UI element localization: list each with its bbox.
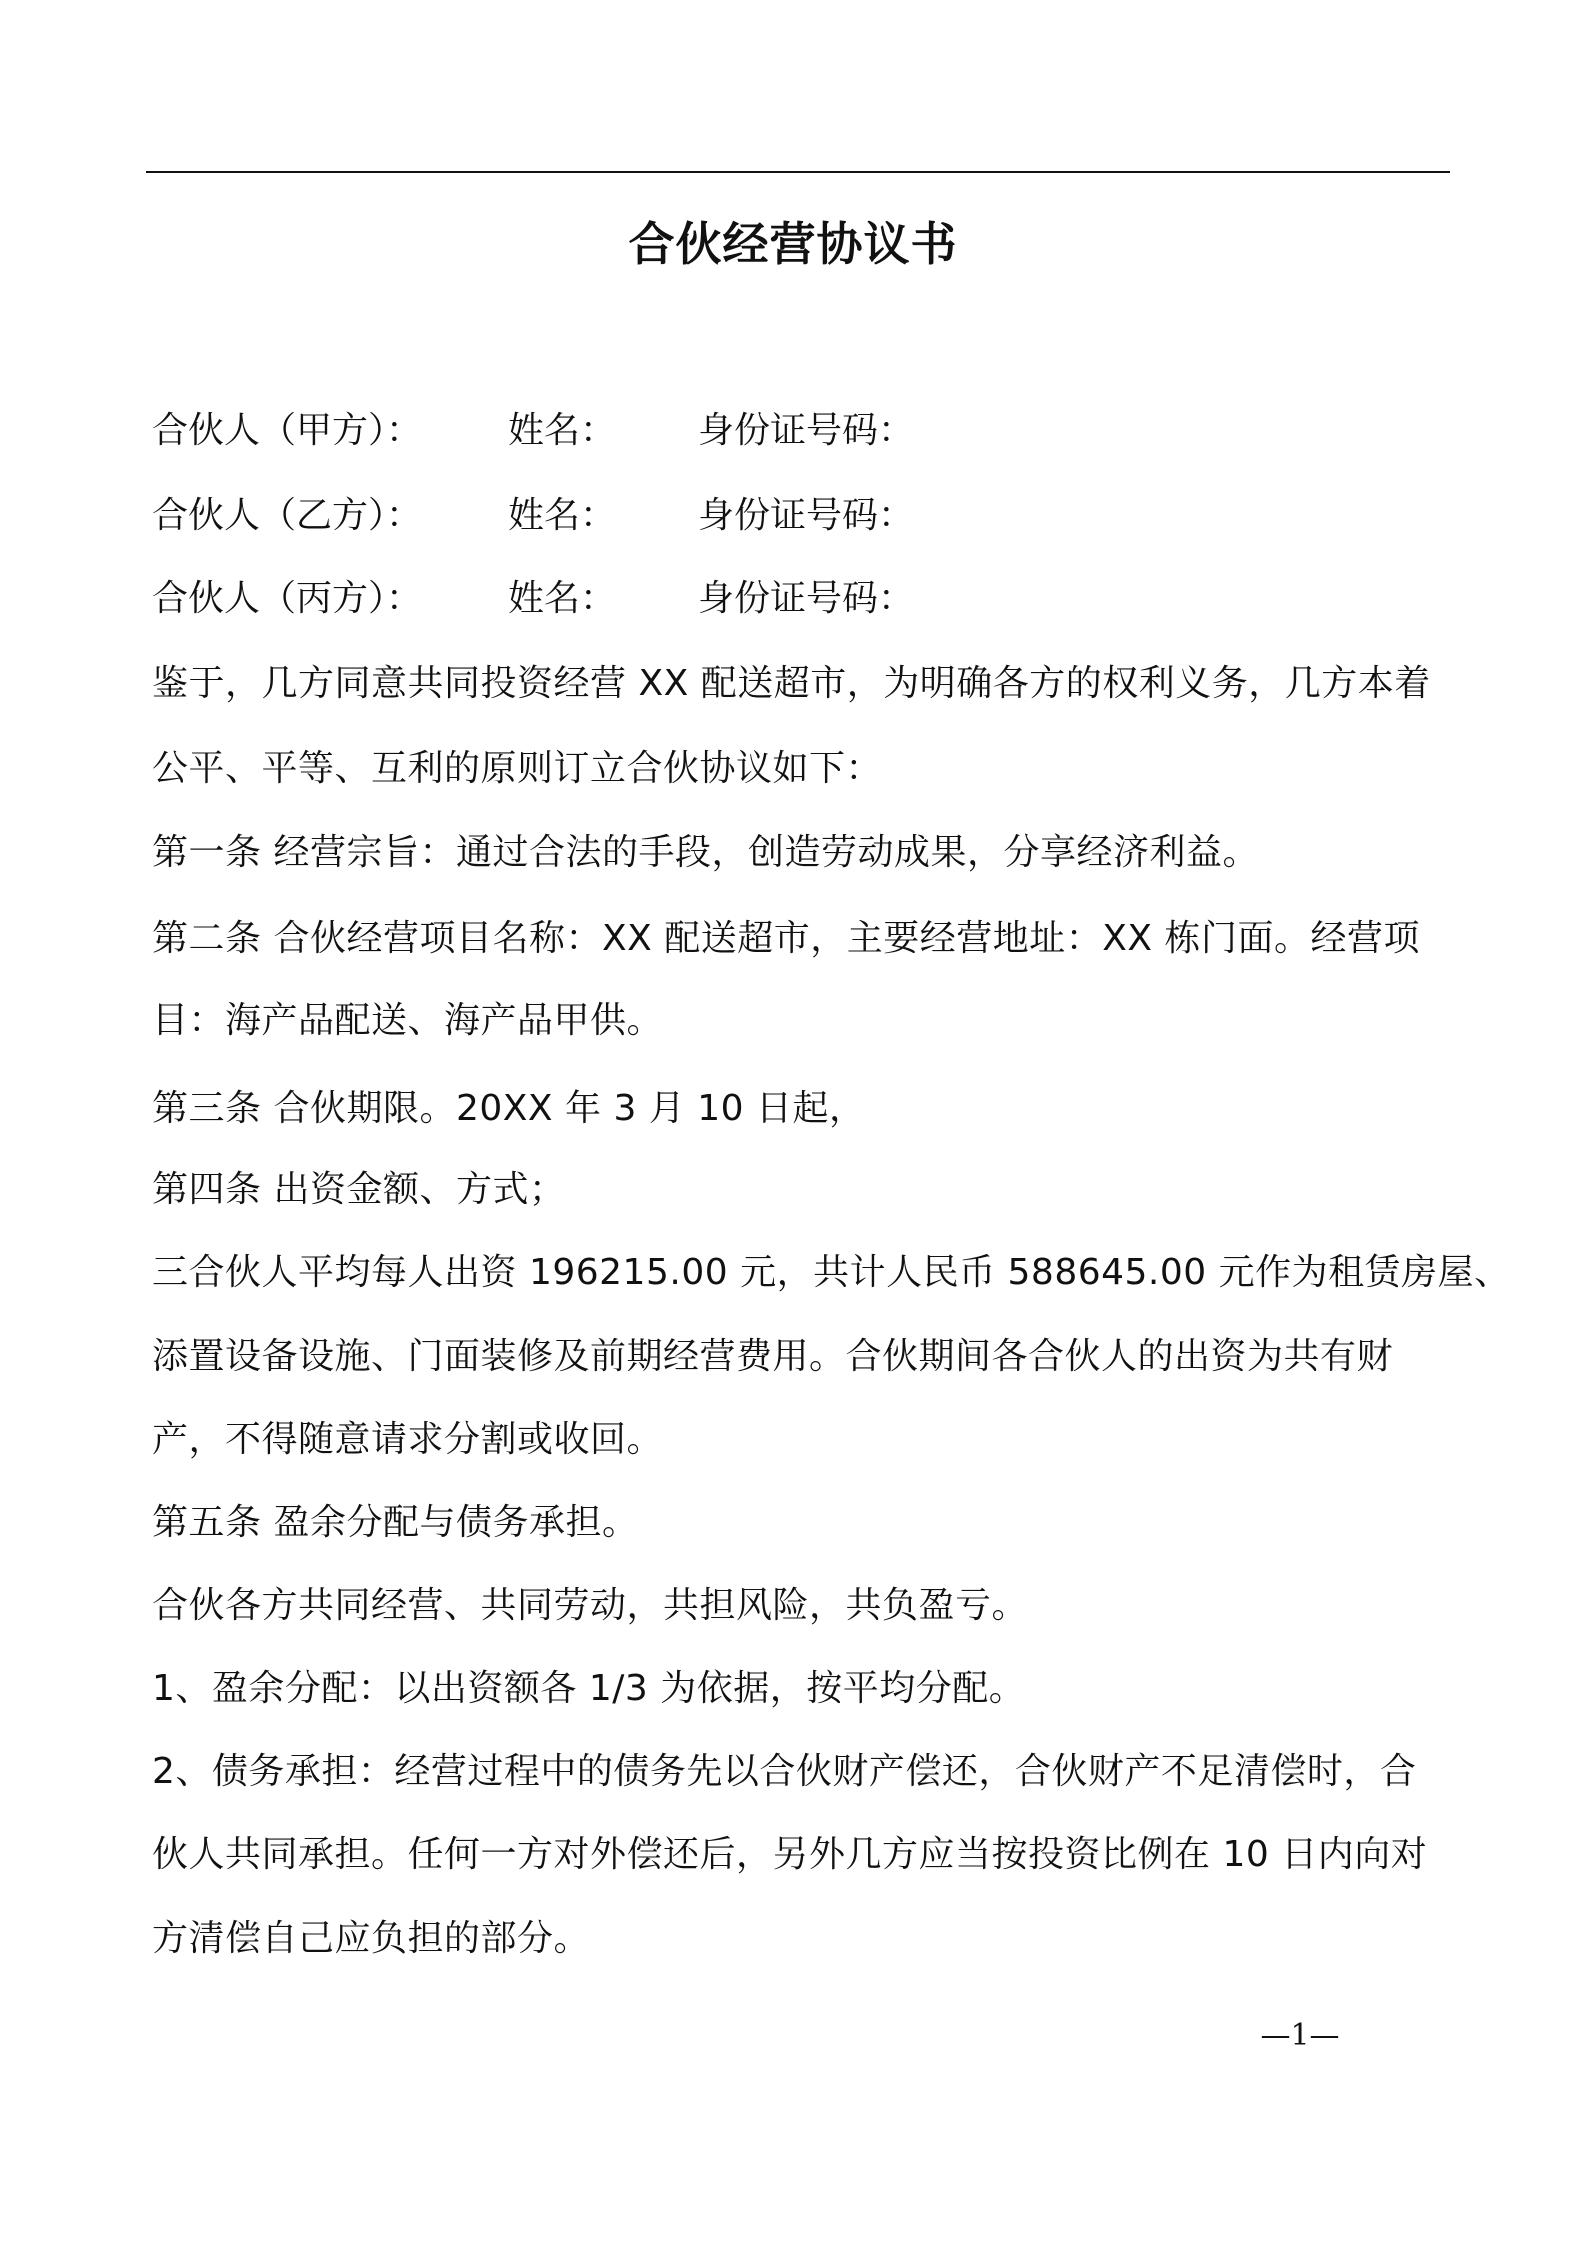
article-line: 第五条 盈余分配与债务承担。 [152, 1502, 639, 1543]
party-name-label: 姓名： [508, 495, 617, 536]
body-line: 公平、平等、互利的原则订立合伙协议如下： [152, 748, 883, 789]
body-line: 目：海产品配送、海产品甲供。 [152, 1000, 664, 1041]
body-line: 鉴于，几方同意共同投资经营 XX 配送超市，为明确各方的权利义务，几方本着 [152, 663, 1431, 704]
party-row-jia [152, 403, 1452, 459]
party-row-yi [152, 488, 1452, 544]
body-line: 产，不得随意请求分割或收回。 [152, 1419, 664, 1460]
body-line: 添置设备设施、门面装修及前期经营费用。合伙期间各合伙人的出资为共有财 [152, 1336, 1394, 1377]
party-id-label: 身份证号码： [698, 495, 915, 536]
party-id-label: 身份证号码： [698, 410, 915, 451]
party-role: 合伙人（乙方）： [152, 495, 423, 536]
body-line: 伙人共同承担。任何一方对外偿还后，另外几方应当按投资比例在 10 日内向对 [152, 1834, 1428, 1875]
body-line: 1、盈余分配：以出资额各 1/3 为依据，按平均分配。 [152, 1668, 1026, 1709]
article-line: 第三条 合伙期限。20XX 年 3 月 10 日起， [152, 1088, 866, 1129]
body-line: 合伙各方共同经营、共同劳动，共担风险，共负盈亏。 [152, 1585, 1029, 1626]
body-line: 三合伙人平均每人出资 196215.00 元，共计人民币 588645.00 元作为租赁房屋、 [152, 1252, 1511, 1293]
article-line: 第四条 出资金额、方式； [152, 1169, 566, 1210]
header-rule [146, 171, 1450, 173]
party-role: 合伙人（甲方）： [152, 410, 423, 451]
party-role: 合伙人（丙方）： [152, 578, 423, 619]
body-line: 方清偿自己应负担的部分。 [152, 1918, 591, 1959]
article-line: 第一条 经营宗旨：通过合法的手段，创造劳动成果，分享经济利益。 [152, 832, 1259, 873]
page-number: —1— [1260, 2018, 1340, 2053]
document-title: 合伙经营协议书 [628, 217, 958, 271]
party-name-label: 姓名： [508, 410, 617, 451]
party-id-label: 身份证号码： [698, 578, 915, 619]
party-name-label: 姓名： [508, 578, 617, 619]
body-line: 2、债务承担：经营过程中的债务先以合伙财产偿还，合伙财产不足清偿时，合 [152, 1751, 1417, 1792]
party-row-bing [152, 571, 1452, 627]
article-line: 第二条 合伙经营项目名称：XX 配送超市，主要经营地址：XX 栋门面。经营项 [152, 918, 1420, 959]
